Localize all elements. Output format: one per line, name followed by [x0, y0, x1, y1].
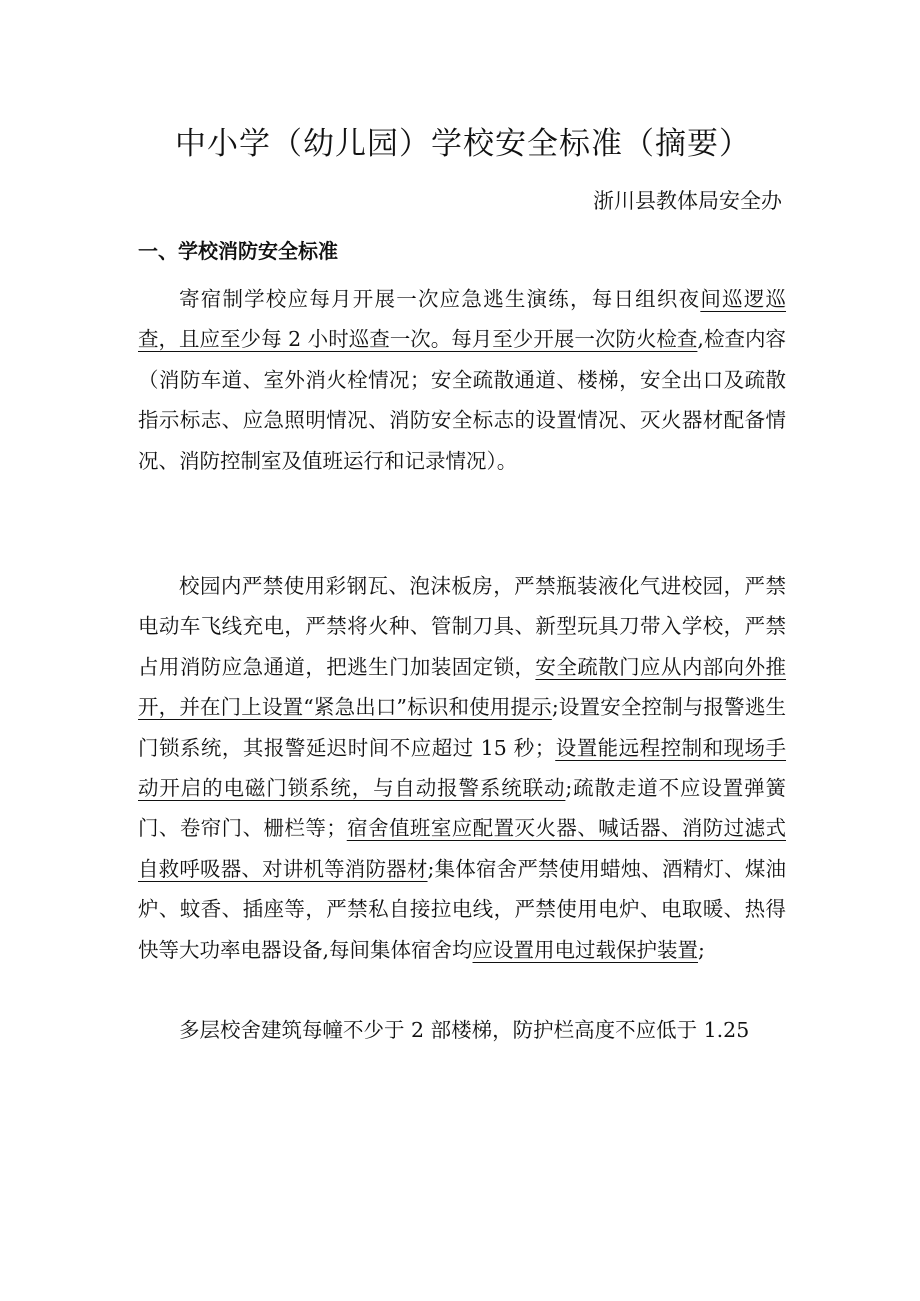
text-segment: 校园内严禁使用彩钢瓦、泡沫板房，严禁瓶装液化气进校园，严禁电动车飞线充电，严禁将火种、管制刀具、新型玩具刀带入学校，严禁占用消防应急通道，把逃生门加装固定锁，	[138, 574, 786, 679]
paragraph-fire-drills	[138, 279, 786, 481]
underlined-segment: 应设置用电过载保护装置	[472, 937, 699, 962]
text-segment: ;集体宿舍严禁使用蜡烛、酒精灯、煤油炉、蚊香、插座等，严禁私自接拉电线，严禁使用电炉、电取暖、热得快等大功率电器设备,每间集体宿舍均	[138, 856, 787, 962]
underlined-segment: 宿舍值班室应配置灭火器、喊话器、消防过滤式自救呼吸器、对讲机等消防器材	[138, 816, 786, 881]
paragraph-building-stairs	[138, 1010, 786, 1050]
underlined-segment: 间巡逻巡查，且应至少每 2 小时巡查一次。每月至少开展一次防火检查	[138, 287, 787, 352]
text-segment: 寄宿制学校应每月开展一次应急逃生演练，每日组织夜	[179, 287, 701, 311]
text-segment: ;疏散走道不应设置弹簧门、卷帘门、栅栏等；	[138, 776, 787, 841]
paragraph-campus-prohibitions	[138, 566, 786, 970]
underlined-segment: 安全疏散门应从内部向外推开，并在门上设置“紧急出口”标识和使用提示	[138, 654, 787, 720]
issuing-organization: 浙川县教体局安全办	[593, 189, 782, 213]
document-title: 中小学（幼儿园）学校安全标准（摘要）	[175, 126, 751, 162]
text-segment: ;	[698, 937, 705, 962]
section-heading: 一、学校消防安全标准	[138, 239, 338, 263]
text-segment: ;设置安全控制与报警逃生门锁系统，其报警延迟时间不应超过 15 秒；	[138, 695, 786, 760]
underlined-segment: 设置能远程控制和现场手动开启的电磁门锁系统，与自动报警系统联动	[138, 735, 787, 801]
text-segment: ,检查内容（消防车道、室外消火栓情况；安全疏散通道、楼梯，安全出口及疏散指示标志、应急照明情况、消防安全标志的设置情况、灭火器材配备情况、消防控制室及值班运行和记录情况）。	[138, 327, 786, 473]
text-segment: 多层校舍建筑每幢不少于 2 部楼梯，防护栏高度不应低于 1.25	[179, 1018, 750, 1042]
